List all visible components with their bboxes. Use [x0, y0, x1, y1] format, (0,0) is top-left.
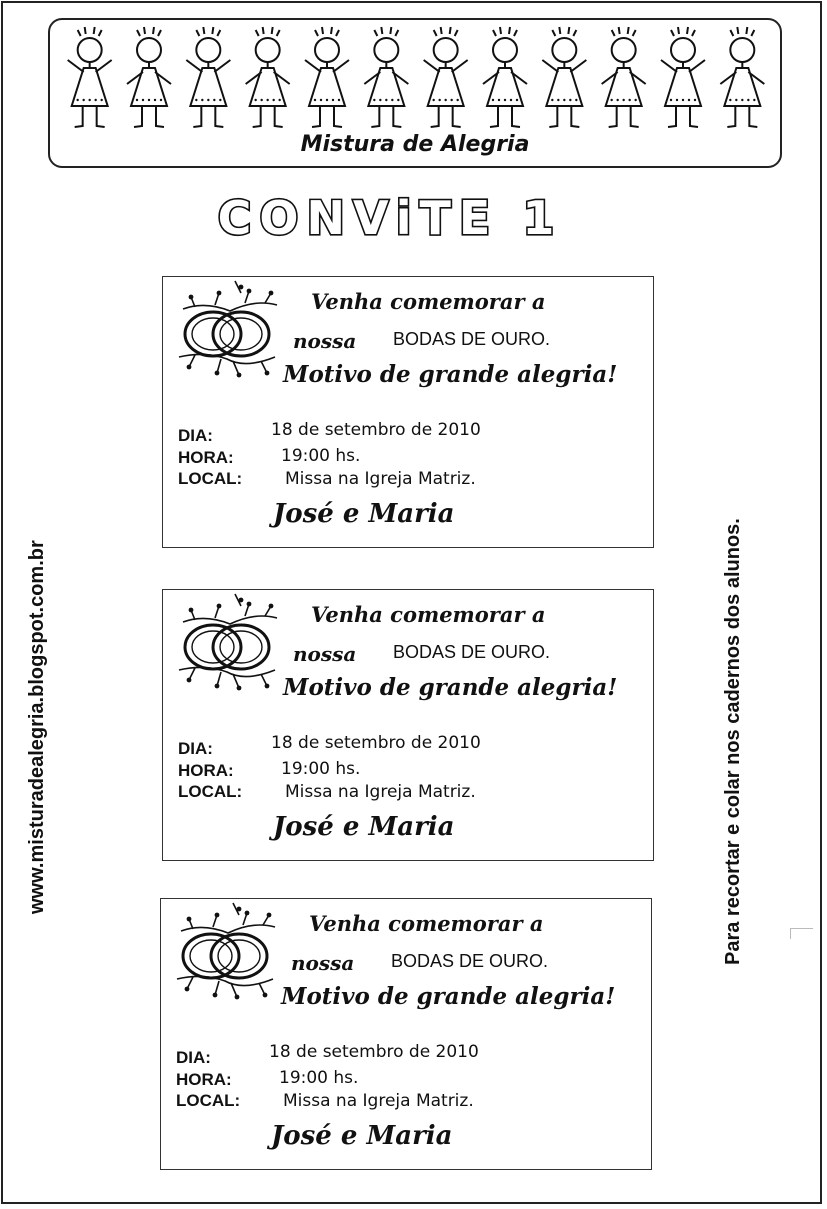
child-figure [246, 27, 290, 127]
side-url: www.misturadealegria.blogspot.com.br [26, 540, 48, 914]
hora-label: HORA: [178, 761, 234, 780]
invitation-card [162, 276, 654, 548]
children-illustration [60, 26, 772, 136]
side-note: Para recortar e colar nos cadernos dos alunos. [722, 518, 744, 965]
invite-line3: Motivo de grande alegria! [283, 361, 618, 388]
child-figure [720, 27, 764, 127]
hora-value: 19:00 hs. [279, 1068, 359, 1088]
dia-value: 18 de setembro de 2010 [271, 733, 481, 753]
invite-line2-word: nossa [293, 642, 357, 666]
local-value: Missa na Igreja Matriz. [285, 469, 476, 489]
dia-value: 18 de setembro de 2010 [269, 1042, 479, 1062]
local-label: LOCAL: [178, 782, 243, 801]
invite-line3: Motivo de grande alegria! [283, 674, 618, 701]
invite-line1: Venha comemorar a [311, 289, 546, 314]
invitation-card [162, 589, 654, 861]
dia-label: DIA: [178, 739, 213, 758]
child-figure [424, 27, 468, 127]
child-figure [305, 27, 349, 127]
couple-names: José e Maria [273, 499, 455, 529]
header-banner [48, 18, 782, 168]
child-figure [542, 27, 586, 127]
local-label: LOCAL: [178, 469, 243, 488]
dia-value: 18 de setembro de 2010 [271, 420, 481, 440]
hora-label: HORA: [178, 448, 234, 467]
header-title: Mistura de Alegria [300, 132, 530, 157]
page-heading-text: CONViTE 1 [217, 191, 563, 245]
child-figure [661, 27, 705, 127]
hora-label: HORA: [176, 1070, 232, 1089]
invite-line2-caps: BODAS DE OURO. [393, 642, 551, 662]
child-figure [602, 27, 646, 127]
child-figure [364, 27, 408, 127]
invite-line2-word: nossa [293, 329, 357, 353]
dia-label: DIA: [176, 1048, 211, 1067]
hora-value: 19:00 hs. [281, 446, 361, 466]
local-label: LOCAL: [176, 1091, 241, 1110]
child-figure [68, 27, 112, 127]
couple-names: José e Maria [273, 812, 455, 842]
invite-line3: Motivo de grande alegria! [281, 983, 616, 1010]
invite-line2-word: nossa [291, 951, 355, 975]
invite-line2-caps: BODAS DE OURO. [391, 951, 549, 971]
local-value: Missa na Igreja Matriz. [285, 782, 476, 802]
wedding-rings-icon [173, 901, 293, 1001]
invitation-card [160, 898, 652, 1170]
hora-value: 19:00 hs. [281, 759, 361, 779]
invite-line2-caps: BODAS DE OURO. [393, 329, 551, 349]
scan-mark [790, 928, 813, 939]
page-heading [200, 186, 580, 246]
child-figure [186, 27, 230, 127]
wedding-rings-icon [175, 279, 295, 379]
invite-line1: Venha comemorar a [311, 602, 546, 627]
local-value: Missa na Igreja Matriz. [283, 1091, 474, 1111]
invite-line1: Venha comemorar a [309, 911, 544, 936]
dia-label: DIA: [178, 426, 213, 445]
couple-names: José e Maria [271, 1121, 453, 1151]
wedding-rings-icon [175, 592, 295, 692]
child-figure [127, 27, 171, 127]
child-figure [483, 27, 527, 127]
